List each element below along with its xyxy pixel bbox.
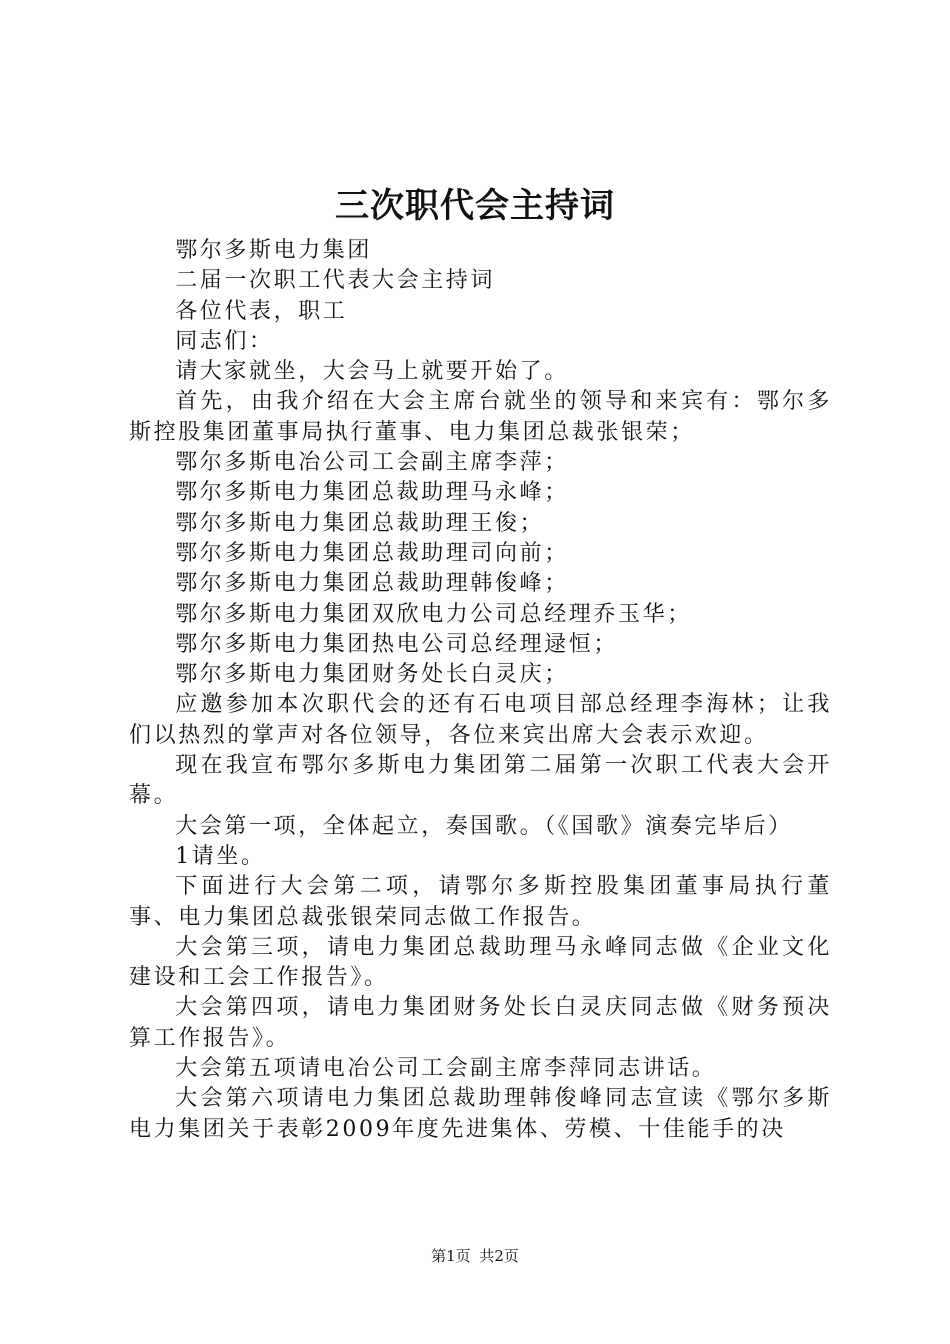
paragraph: 首先，由我介绍在大会主席台就坐的领导和来宾有：鄂尔多斯控股集团董事局执行董事、电力集团总裁张银荣； bbox=[129, 389, 832, 445]
paragraph: 1请坐。 bbox=[175, 843, 266, 869]
paragraph: 现在我宣布鄂尔多斯电力集团第二届第一次职工代表大会开幕。 bbox=[129, 753, 832, 809]
paragraph: 各位代表，职工 bbox=[175, 298, 348, 324]
paragraph: 二届一次职工代表大会主持词 bbox=[175, 268, 495, 294]
paragraph: 鄂尔多斯电力集团 bbox=[175, 238, 372, 263]
paragraph: 大会第一项，全体起立，奏国歌。（《国歌》演奏完毕后） bbox=[175, 813, 793, 839]
paragraph: 大会第四项，请电力集团财务处长白灵庆同志做《财务预决算工作报告》。 bbox=[129, 995, 832, 1051]
paragraph: 鄂尔多斯电冶公司工会副主席李萍； bbox=[175, 450, 569, 476]
paragraph: 鄂尔多斯电力集团总裁助理王俊； bbox=[175, 510, 545, 536]
paragraph: 请大家就坐，大会马上就要开始了。 bbox=[175, 359, 569, 385]
document-body bbox=[129, 236, 832, 1145]
page-number-footer: 第1页 共2页 bbox=[431, 1247, 519, 1265]
paragraph: 鄂尔多斯电力集团双欣电力公司总经理乔玉华； bbox=[175, 601, 692, 627]
paragraph: 同志们： bbox=[175, 328, 274, 354]
paragraph: 鄂尔多斯电力集团热电公司总经理逯恒； bbox=[175, 631, 618, 657]
paragraph: 大会第三项，请电力集团总裁助理马永峰同志做《企业文化建设和工会工作报告》。 bbox=[129, 934, 832, 991]
paragraph: 鄂尔多斯电力集团总裁助理司向前； bbox=[175, 540, 569, 566]
paragraph: 鄂尔多斯电力集团总裁助理马永峰； bbox=[175, 480, 569, 506]
paragraph: 应邀参加本次职代会的还有石电项目部总经理李海林；让我们以热烈的掌声对各位领导，各位来宾出席大会表示欢迎。 bbox=[129, 692, 832, 748]
paragraph: 鄂尔多斯电力集团总裁助理韩俊峰； bbox=[175, 571, 569, 597]
paragraph: 大会第五项请电冶公司工会副主席李萍同志讲话。 bbox=[175, 1056, 717, 1082]
paragraph: 鄂尔多斯电力集团财务处长白灵庆； bbox=[175, 662, 569, 688]
document-title: 三次职代会主持词 bbox=[335, 186, 615, 226]
paragraph: 下面进行大会第二项，请鄂尔多斯控股集团董事局执行董事、电力集团总裁张银荣同志做工作报告。 bbox=[129, 874, 832, 930]
paragraph: 大会第六项请电力集团总裁助理韩俊峰同志宣读《鄂尔多斯电力集团关于表彰2009年度先进集体、劳模、十佳能手的决 bbox=[129, 1086, 832, 1142]
